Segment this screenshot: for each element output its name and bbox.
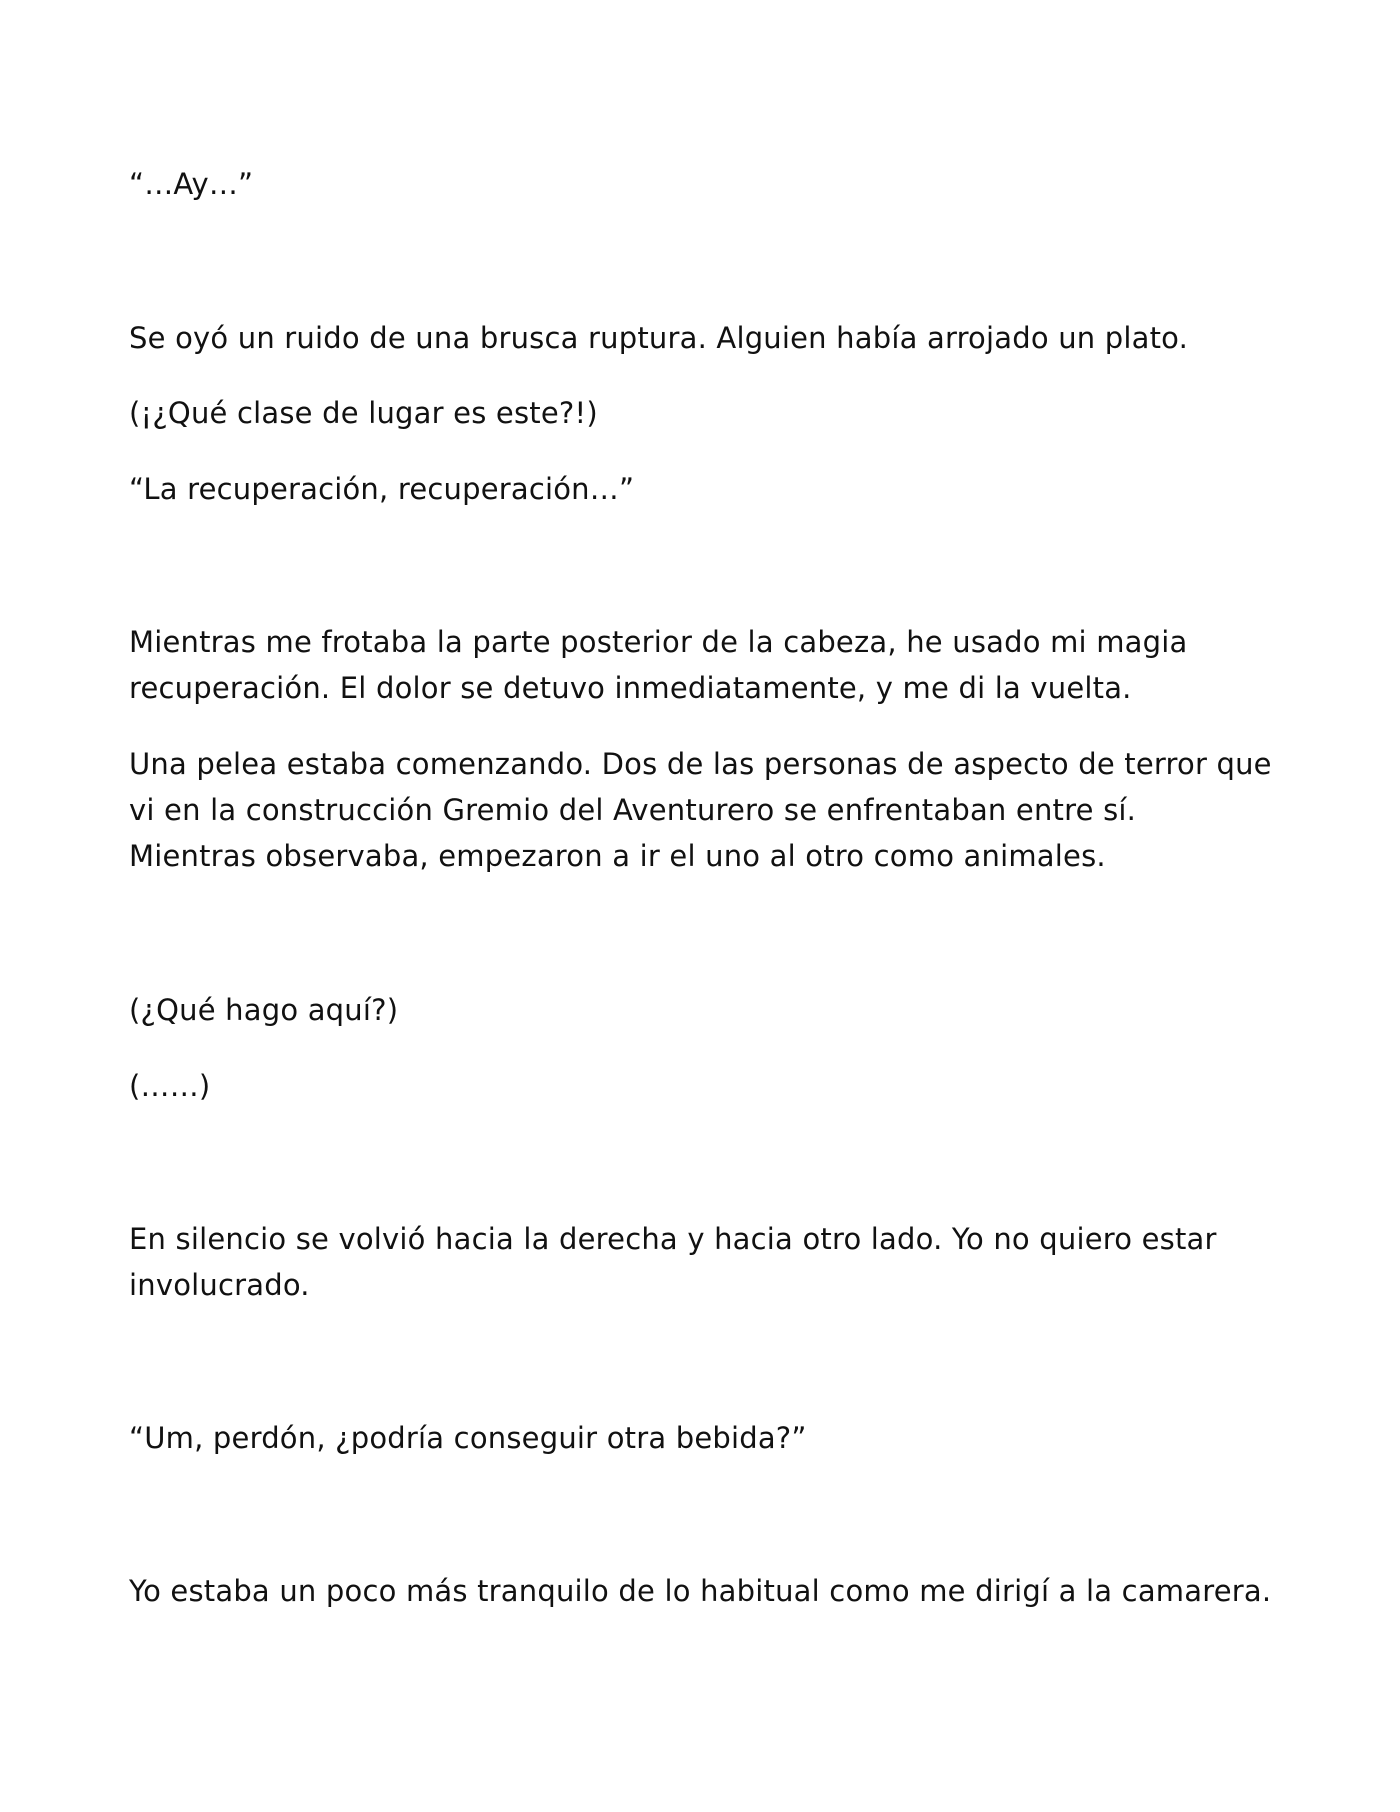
paragraph-line: Mientras observaba, empezaron a ir el uno al otro como animales. bbox=[129, 839, 1106, 873]
paragraph-line: Yo estaba un poco más tranquilo de lo habitual como me dirigí a la camarera. bbox=[129, 1574, 1272, 1608]
paragraph-line: Una pelea estaba comenzando. Dos de las personas de aspecto de terror que bbox=[129, 747, 1272, 781]
paragraph-line: En silencio se volvió hacia la derecha y hacia otro lado. Yo no quiero estar bbox=[129, 1222, 1217, 1256]
dialogue-line: “Um, perdón, ¿podría conseguir otra bebida?” bbox=[129, 1421, 807, 1455]
thought-line: (¿Qué hago aquí?) bbox=[129, 993, 399, 1027]
paragraph-line: Mientras me frotaba la parte posterior de la cabeza, he usado mi magia bbox=[129, 625, 1188, 659]
paragraph-line: involucrado. bbox=[129, 1268, 310, 1302]
dialogue-line: “La recuperación, recuperación…” bbox=[129, 472, 635, 506]
paragraph-line: recuperación. El dolor se detuvo inmediatamente, y me di la vuelta. bbox=[129, 671, 1132, 705]
paragraph-line: Se oyó un ruido de una brusca ruptura. Alguien había arrojado un plato. bbox=[129, 321, 1189, 355]
dialogue-line: “…Ay…” bbox=[129, 167, 254, 201]
thought-line: (¡¿Qué clase de lugar es este?!) bbox=[129, 396, 598, 430]
paragraph-line: vi en la construcción Gremio del Aventurero se enfrentaban entre sí. bbox=[129, 793, 1137, 827]
thought-line: (……) bbox=[129, 1069, 211, 1103]
